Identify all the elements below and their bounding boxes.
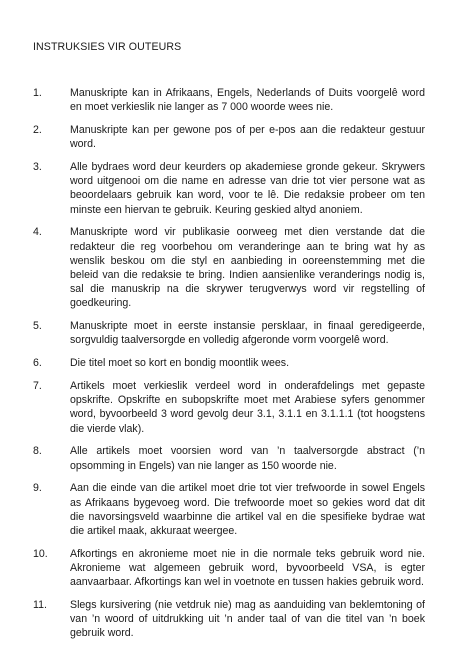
item-number: 6. [33,357,42,370]
list-item [33,86,425,114]
item-text: Manuskripte moet in eerste instansie persklaar, in finaal geredigeerde, sorgvuldig taalversorgde en volledig afgeronde vorm voorgelê word. [70,320,425,347]
item-number: 1. [33,87,42,99]
item-number: 8. [33,445,42,458]
list-item [33,444,425,472]
item-text: Aan die einde van die artikel moet drie tot vier trefwoorde in sowel Engels as Afrikaans bygevoeg word. Die trefwoorde moet so gekies word dat dit die navorsingsveld waarbinne die artikel val en die spesifieke bydrae wat die artikel maak, akkuraat weergee. [70,482,425,538]
list-item [33,598,425,641]
list-item [33,123,425,151]
list-item [33,547,425,590]
item-number: 10. [33,547,48,560]
item-number: 5. [33,320,42,333]
item-number: 11. [33,599,47,612]
list-item [33,379,425,436]
item-number: 9. [33,482,42,495]
list-item [33,319,425,347]
list-item [33,356,425,370]
item-number: 4. [33,226,42,239]
instruction-list [33,86,425,649]
item-number: 7. [33,380,42,393]
item-text: Alle artikels moet voorsien word van ’n taalversorgde abstract (’n opsomming in Engels) van nie langer as 150 woorde nie. [70,445,425,472]
item-number: 2. [33,124,42,136]
item-text: Die titel moet so kort en bondig moontlik wees. [70,357,290,370]
list-item [33,481,425,538]
item-text: Manuskripte kan in Afrikaans, Engels, Nederlands of Duits voorgelê word en moet verkieslik nie langer as 7 000 woorde wees nie. [70,87,425,114]
item-text: Alle bydraes word deur keurders op akademiese gronde gekeur. Skrywers word uitgenooi om die name en adresse van drie tot vier persone wat as beoordelaars gebruik kan word, voor te lê. Die redaksie probeer om ten minste een hiervan te gebruik. Keuring geskied altyd anoniem. [70,161,425,216]
item-text: Afkortings en akronieme moet nie in die normale teks gebruik word nie. Akronieme wat algemeen gebruik word, byvoorbeeld VSA, is egter aanvaarbaar. Afkortings kan wel in voetnote en tussen hakies gebruik word. [70,547,425,589]
item-text: Manuskripte word vir publikasie oorweeg met dien verstande dat die redakteur die reg voorbehou om veranderinge aan te bring wat hy as wenslik beskou om die styl en aanbieding in ooreenstemming met die beleid van die redaksie te bring. Indien aansienlike veranderings nodig is, sal die manuskrip na die skrywer terugverwys word vir regstelling of goedkeuring. [70,226,425,310]
list-item [33,225,425,310]
item-text: Slegs kursivering (nie vetdruk nie) mag as aanduiding van beklemtoning of van ’n woord of uitdrukking uit ’n ander taal of van die titel van ’n boek gebruik word. [70,599,425,640]
list-item [33,160,425,217]
document-title: INSTRUKSIES VIR OUTEURS [33,41,182,53]
item-number: 3. [33,161,42,173]
item-text: Artikels moet verkieslik verdeel word in onderafdelings met gepaste opskrifte. Opskrifte en subopskrifte moet met Arabiese syfers genommer word, byvoorbeeld 3 word gevolg deur 3.1, 3.1.1 en 3.1.1.1 (tot hoogstens die vierde vlak). [70,380,425,435]
item-text: Manuskripte kan per gewone pos of per e-pos aan die redakteur gestuur word. [70,124,425,151]
